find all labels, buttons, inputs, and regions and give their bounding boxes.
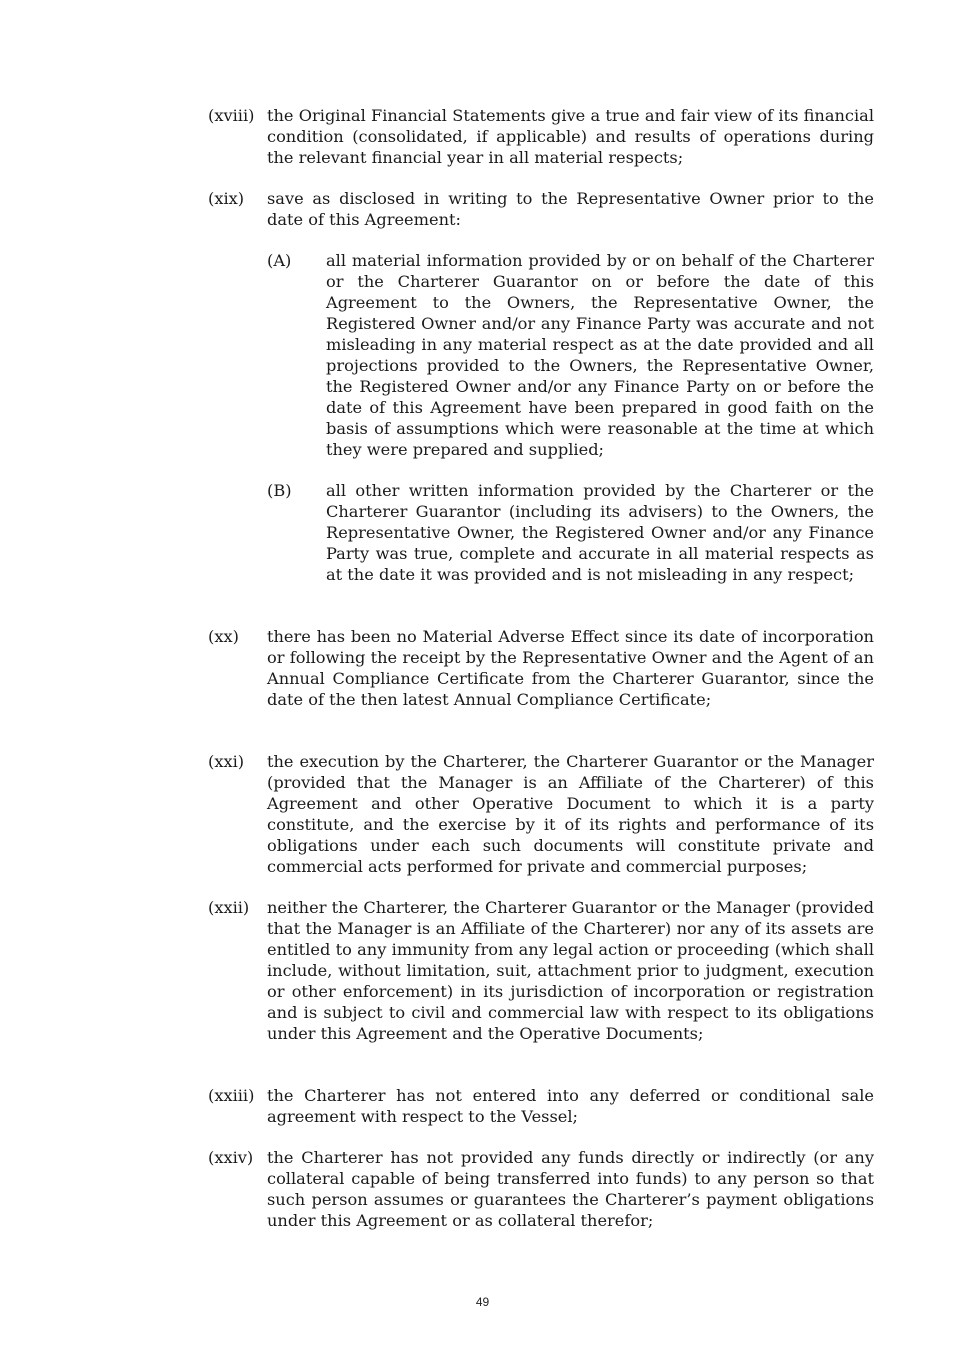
clause-number: (xxi) [208, 752, 245, 771]
clause-number: (xxii) [208, 898, 250, 917]
clause-xviii [208, 105, 874, 168]
clause-xxii [208, 897, 874, 1044]
subclause-number: (B) [267, 481, 292, 500]
clause-number: (xviii) [208, 106, 255, 125]
clause-xxiv [208, 1147, 874, 1231]
clause-number: (xix) [208, 189, 245, 208]
clause-text: there has been no Material Adverse Effect since its date of incorporation or following the receipt by the Representative Owner and the Agent of an Annual Compliance Certificate from the Charterer Guarantor, since the date of the then latest Annual Compliance Certificate; [267, 627, 874, 709]
clause-number: (xx) [208, 627, 239, 646]
clause-text: neither the Charterer, the Charterer Guarantor or the Manager (provided that the Manager is an Affiliate of the Charterer) nor any of its assets are entitled to any immunity from any legal action or proceeding (which shall include, without limitation, suit, attachment prior to judgment, execution or other enforcement) in its jurisdiction of incorporation or registration and is subject to civil and commercial law with respect to its obligations under this Agreement and the Operative Documents; [267, 898, 874, 1043]
subclause-number: (A) [267, 251, 292, 270]
clause-text: the Charterer has not provided any funds directly or indirectly (or any collateral capable of being transferred into funds) to any person so that such person assumes or guarantees the Charterer’s payment obligations under this Agreement or as collateral therefor; [267, 1148, 874, 1230]
page-number: 49 [475, 1295, 490, 1309]
clause-number: (xxiv) [208, 1148, 254, 1167]
subclause-b [267, 480, 874, 585]
clause-xxi [208, 751, 874, 877]
clause-text: the execution by the Charterer, the Charterer Guarantor or the Manager (provided that the Manager is an Affiliate of the Charterer) of this Agreement and other Operative Document to which it is a party constitute, and the exercise by it of its rights and performance of its obligations under each such documents will constitute private and commercial acts performed for private and commercial purposes; [267, 752, 874, 876]
subclause-a [267, 250, 874, 460]
clause-xix [208, 188, 874, 230]
clause-number: (xxiii) [208, 1086, 255, 1105]
subclause-text: all material information provided by or on behalf of the Charterer or the Charterer Guarantor on or before the date of this Agreement to the Owners, the Representative Owner, the Registered Owner and/or any Finance Party was accurate and not misleading in any material respect as at the date provided and all projections provided to the Owners, the Representative Owner, the Registered Owner and/or any Finance Party on or before the date of this Agreement have been prepared in good faith on the basis of assumptions which were reasonable at the time at which they were prepared and supplied; [326, 251, 874, 459]
clause-text: the Original Financial Statements give a true and fair view of its financial condition (consolidated, if applicable) and results of operations during the relevant financial year in all material respects; [267, 106, 874, 167]
clause-xx [208, 626, 874, 710]
clause-xxiii [208, 1085, 874, 1127]
clause-text: save as disclosed in writing to the Representative Owner prior to the date of this Agreement: [267, 189, 874, 229]
clause-text: the Charterer has not entered into any deferred or conditional sale agreement with respect to the Vessel; [267, 1086, 874, 1126]
subclause-text: all other written information provided by the Charterer or the Charterer Guarantor (including its advisers) to the Owners, the Representative Owner, the Registered Owner and/or any Finance Party was true, complete and accurate in all material respects as at the date it was provided and is not misleading in any respect; [326, 481, 874, 584]
